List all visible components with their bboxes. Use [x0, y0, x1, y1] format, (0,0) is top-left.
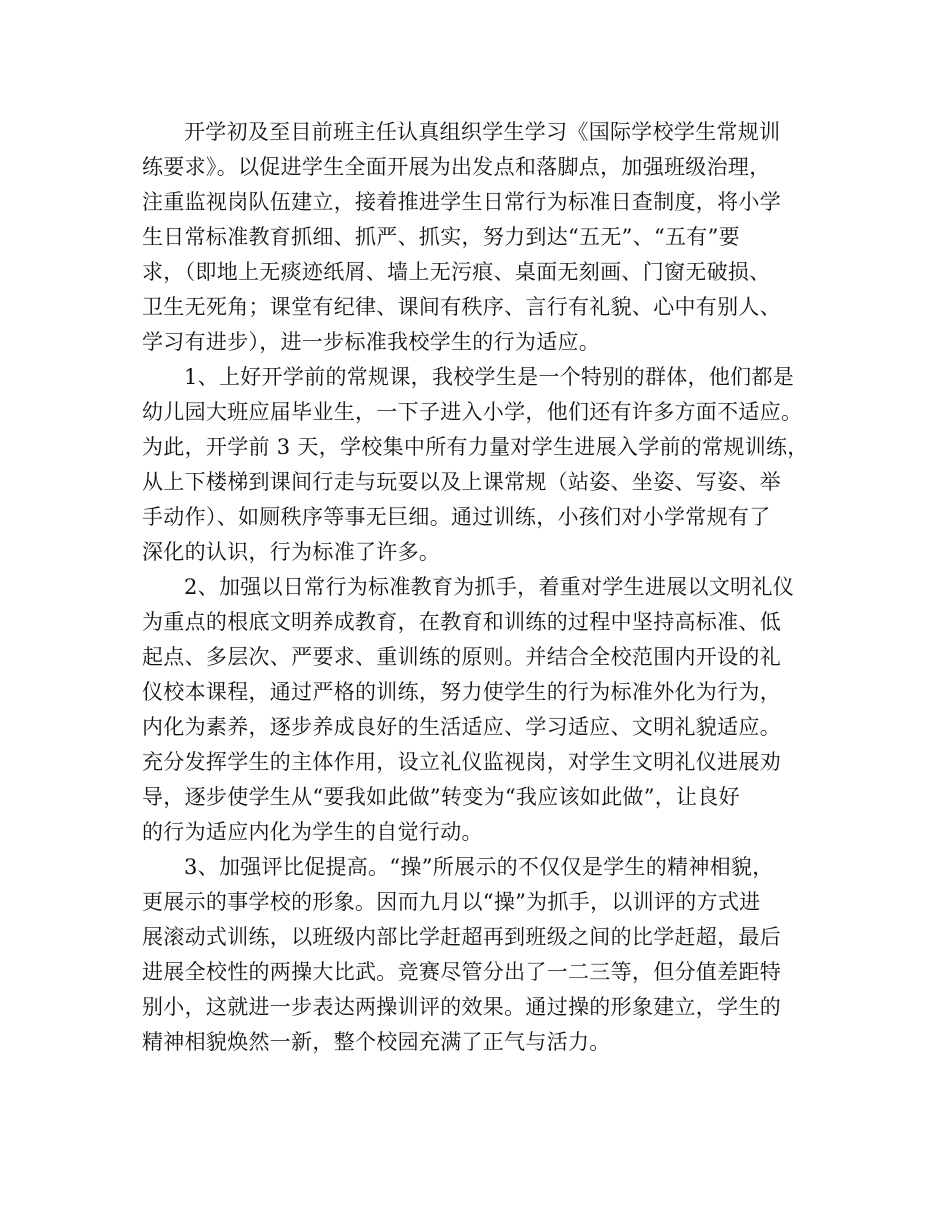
- text-line: 注重监视岗队伍建立，接着推进学生日常行为标准日查制度，将小学: [142, 190, 781, 214]
- paragraph-item-2: [142, 570, 842, 850]
- text-line: 卫生无死角；课堂有纪律、课间有秩序、言行有礼貌、心中有别人、: [142, 295, 781, 319]
- text-line: 练要求》。以促进学生全面开展为出发点和落脚点，加强班级治理，: [142, 155, 771, 179]
- text-line: 3、加强评比促提高。“操”所展示的不仅仅是学生的精神相貌，: [184, 855, 774, 879]
- text-line: 别小，这就进一步表达两操训评的效果。通过操的形象建立，学生的: [142, 995, 781, 1019]
- text-line: 更展示的事学校的形象。因而九月以“操”为抓手，以训评的方式进: [142, 890, 761, 914]
- text-line: 导，逐步使学生从“要我如此做”转变为“我应该如此做”，让良好: [142, 785, 740, 809]
- text-line: 学习有进步），进一步标准我校学生的行为适应。: [142, 330, 601, 354]
- paragraph-item-3: [142, 850, 842, 1060]
- text-line: 手动作）、如厕秩序等事无巨细。通过训练，小孩们对小学常规有了: [142, 505, 771, 529]
- text-line: 起点、多层次、严要求、重训练的原则。并结合全校范围内开设的礼: [142, 645, 781, 669]
- text-line: 2、加强以日常行为标准教育为抓手，着重对学生进展以文明礼仪: [184, 575, 795, 599]
- text-line: 为此，开学前 3 天，学校集中所有力量对学生进展入学前的常规训练，: [142, 435, 809, 459]
- text-line: 进展全校性的两操大比武。竞赛尽管分出了一二三等，但分值差距特: [142, 960, 781, 984]
- text-line: 展滚动式训练，以班级内部比学赶超再到班级之间的比学赶超，最后: [142, 925, 781, 949]
- text-line: 1、上好开学前的常规课，我校学生是一个特别的群体，他们都是: [184, 365, 795, 389]
- text-line: 内化为素养，逐步养成良好的生活适应、学习适应、文明礼貌适应。: [142, 715, 781, 739]
- text-line: 精神相貌焕然一新，整个校园充满了正气与活力。: [142, 1030, 611, 1054]
- text-line: 深化的认识，行为标准了许多。: [142, 540, 441, 564]
- text-line: 开学初及至目前班主任认真组织学生学习《国际学校学生常规训: [184, 120, 781, 144]
- paragraph-intro: [142, 115, 842, 360]
- text-line: 的行为适应内化为学生的自觉行动。: [142, 820, 483, 844]
- paragraph-item-1: [142, 360, 842, 570]
- text-line: 充分发挥学生的主体作用，设立礼仪监视岗，对学生文明礼仪进展劝: [142, 750, 781, 774]
- text-line: 从上下楼梯到课间行走与玩耍以及上课常规（站姿、坐姿、写姿、举: [142, 470, 781, 494]
- text-line: 求，（即地上无痰迹纸屑、墙上无污痕、桌面无刻画、门窗无破损、: [142, 260, 771, 284]
- document-body: [142, 115, 842, 1060]
- text-line: 幼儿园大班应届毕业生，一下子进入小学，他们还有许多方面不适应。: [142, 400, 803, 424]
- text-line: 生日常标准教育抓细、抓严、抓实，努力到达“五无”、“五有”要: [142, 225, 740, 249]
- text-line: 为重点的根底文明养成教育，在教育和训练的过程中坚持高标准、低: [142, 610, 781, 634]
- text-line: 仪校本课程，通过严格的训练，努力使学生的行为标准外化为行为，: [142, 680, 781, 704]
